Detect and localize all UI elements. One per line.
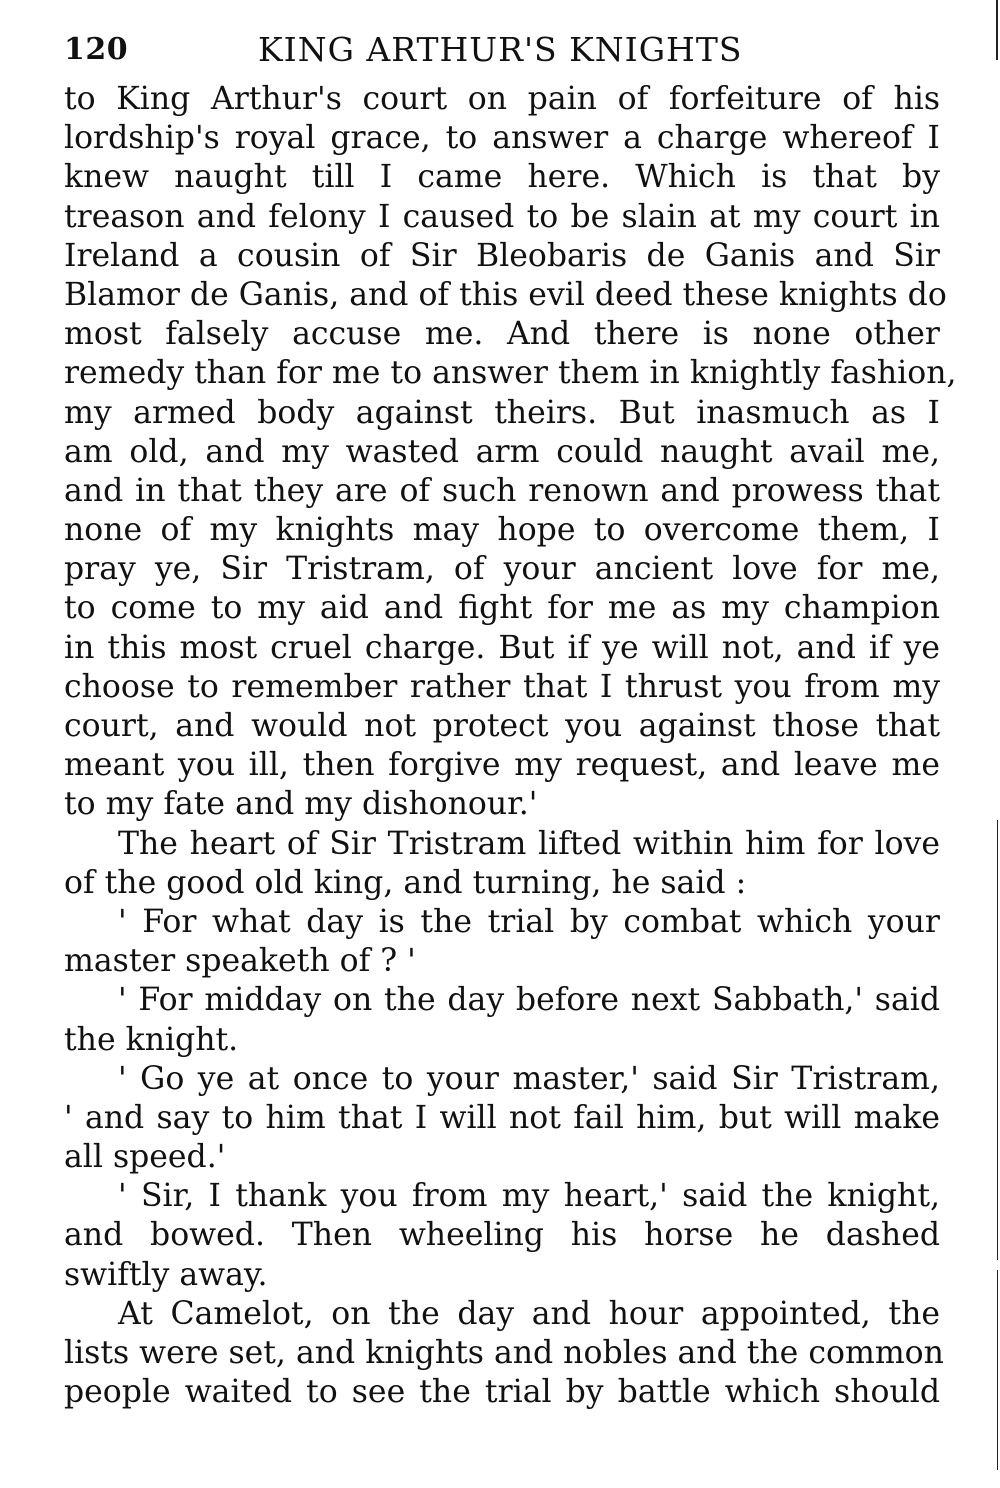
text-line: pray ye, Sir Tristram, of your ancient love for me, bbox=[64, 551, 940, 588]
text-line: swiftly away. bbox=[64, 1256, 268, 1293]
text-line: ' For midday on the day before next Sabbath,' said bbox=[118, 982, 940, 1019]
text-line: lordship's royal grace, to answer a charge whereof I bbox=[64, 120, 940, 157]
text-line: Ireland a cousin of Sir Bleobaris de Ganis and Sir bbox=[64, 237, 940, 274]
body-text bbox=[64, 80, 957, 1412]
text-line: all speed.' bbox=[64, 1139, 226, 1176]
text-line: to King Arthur's court on pain of forfeiture of his bbox=[64, 81, 940, 117]
text-line: and bowed. Then wheeling his horse he dashed bbox=[64, 1217, 940, 1254]
text-line: the knight. bbox=[64, 1021, 239, 1058]
page-number: 120 bbox=[64, 32, 129, 67]
book-page bbox=[64, 28, 957, 1412]
text-line: ' Go ye at once to your master,' said Sir Tristram, bbox=[118, 1060, 940, 1097]
text-line: ' Sir, I thank you from my heart,' said the knight, bbox=[118, 1178, 940, 1215]
text-line: meant you ill, then forgive my request, and leave me bbox=[64, 747, 940, 784]
text-line: Blamor de Ganis, and of this evil deed these knights do bbox=[64, 276, 947, 313]
text-line: none of my knights may hope to overcome them, I bbox=[64, 512, 940, 549]
page-edge-line bbox=[997, 1270, 998, 1470]
text-line: The heart of Sir Tristram lifted within him for love bbox=[118, 825, 940, 862]
text-line: knew naught till I came here. Which is that by bbox=[64, 159, 940, 196]
text-line: am old, and my wasted arm could naught avail me, bbox=[64, 433, 940, 470]
text-line: ' For what day is the trial by combat which your bbox=[118, 903, 940, 940]
page-edge-line bbox=[997, 820, 998, 1260]
text-line: people waited to see the trial by battle which should bbox=[64, 1374, 940, 1411]
text-line: remedy than for me to answer them in knightly fashion, bbox=[64, 355, 957, 392]
text-line: lists were set, and knights and nobles and the common bbox=[64, 1335, 944, 1371]
text-line: of the good old king, and turning, he said : bbox=[64, 864, 747, 901]
text-line: and in that they are of such renown and prowess that bbox=[64, 472, 940, 509]
text-line: court, and would not protect you against those that bbox=[64, 708, 940, 744]
text-line: most falsely accuse me. And there is none other bbox=[64, 316, 940, 353]
page-edge-line bbox=[996, 0, 998, 60]
text-line: to come to my aid and fight for me as my champion bbox=[64, 590, 940, 627]
text-line: my armed body against theirs. But inasmuch as I bbox=[64, 394, 940, 431]
text-line: choose to remember rather that I thrust you from my bbox=[64, 668, 940, 705]
running-title: KING ARTHUR'S KNIGHTS bbox=[258, 30, 743, 69]
text-line: in this most cruel charge. But if ye will not, and if ye bbox=[64, 629, 940, 666]
text-line: ' and say to him that I will not fail him, but will make bbox=[64, 1099, 940, 1136]
running-header bbox=[64, 28, 940, 80]
text-line: master speaketh of ? ' bbox=[64, 943, 416, 980]
text-line: At Camelot, on the day and hour appointed, the bbox=[118, 1295, 940, 1332]
text-line: to my fate and my dishonour.' bbox=[64, 786, 538, 823]
text-line: treason and felony I caused to be slain at my court in bbox=[64, 198, 940, 235]
